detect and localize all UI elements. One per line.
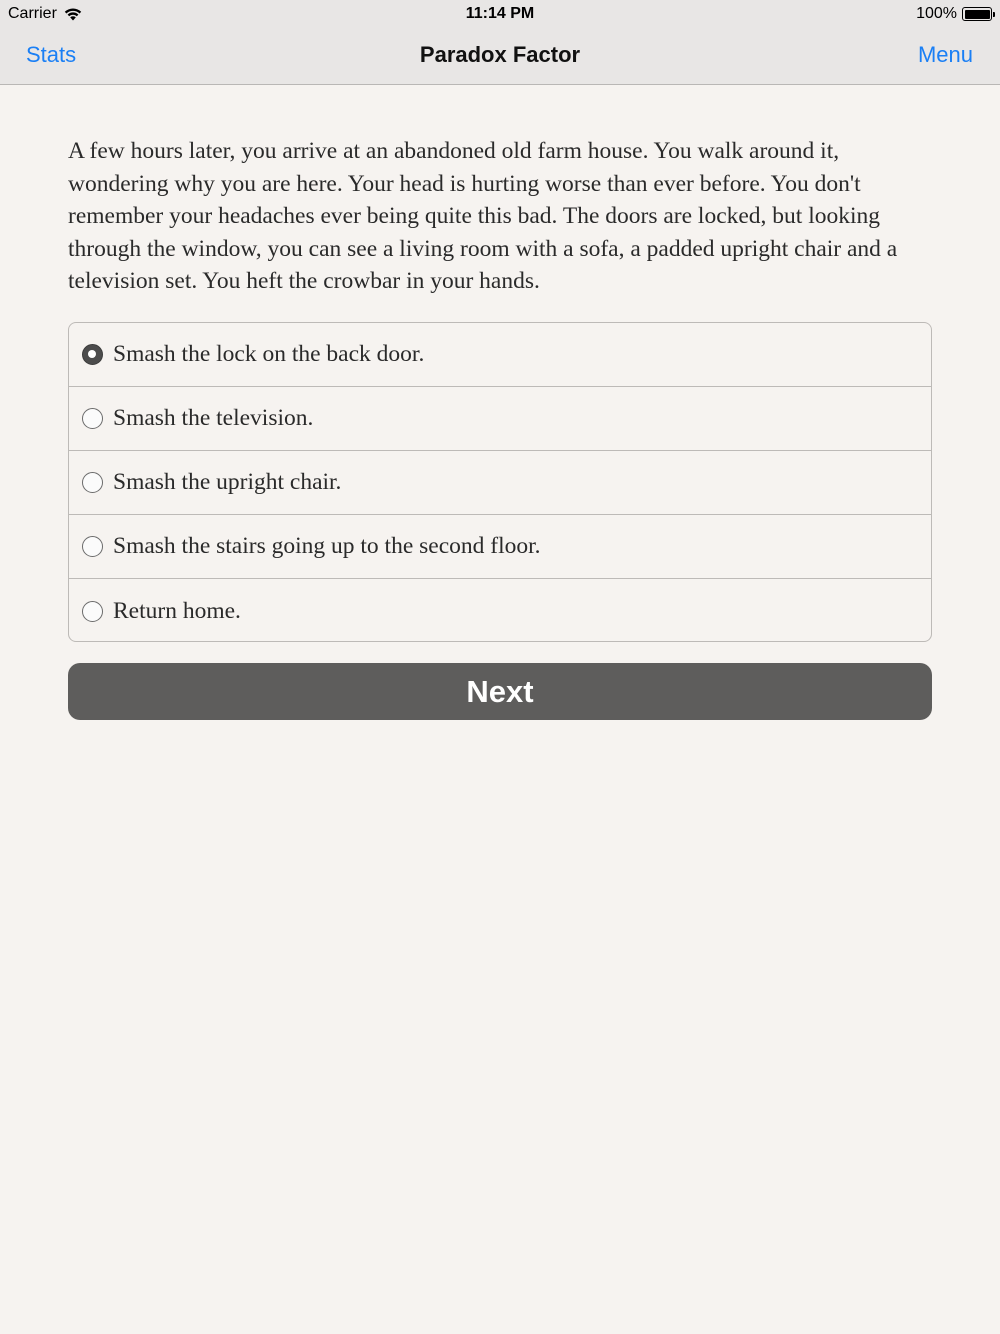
radio-button-icon[interactable] (82, 344, 103, 365)
choice-label: Smash the upright chair. (113, 469, 342, 495)
story-text: A few hours later, you arrive at an abandoned old farm house. You walk around it, wondering why you are here. Your head is hurting worse than ever before. You don't remember your headaches ever being quite this bad. The doors are locked, but looking through the window, you can see a living room with a sofa, a padded upright chair and a television set. You heft the crowbar in your hands. (68, 138, 898, 295)
carrier-label: Carrier (8, 5, 57, 22)
status-bar (0, 0, 1000, 28)
status-time: 11:14 PM (465, 5, 535, 22)
radio-button-icon[interactable] (82, 536, 103, 557)
radio-button-icon[interactable] (82, 601, 103, 622)
radio-button-icon[interactable] (82, 472, 103, 493)
menu-button[interactable]: Menu (917, 42, 973, 67)
choice-label: Smash the television. (113, 405, 314, 431)
choice-option[interactable] (69, 387, 931, 451)
choice-list (68, 322, 932, 642)
radio-button-icon[interactable] (82, 408, 103, 429)
battery-percent: 100% (916, 5, 957, 22)
top-bar (0, 0, 1000, 85)
stats-button[interactable]: Stats (26, 42, 77, 67)
page-title: Paradox Factor (419, 42, 581, 67)
choice-option[interactable] (69, 323, 931, 387)
battery-icon (962, 7, 992, 21)
choice-option[interactable] (69, 515, 931, 579)
choice-option[interactable] (69, 451, 931, 515)
next-button[interactable]: Next (68, 663, 932, 720)
battery-group (916, 5, 992, 23)
choice-label: Return home. (113, 597, 241, 624)
choice-label: Smash the stairs going up to the second floor. (113, 533, 541, 559)
choice-option[interactable] (69, 579, 931, 642)
choice-label: Smash the lock on the back door. (113, 341, 425, 367)
